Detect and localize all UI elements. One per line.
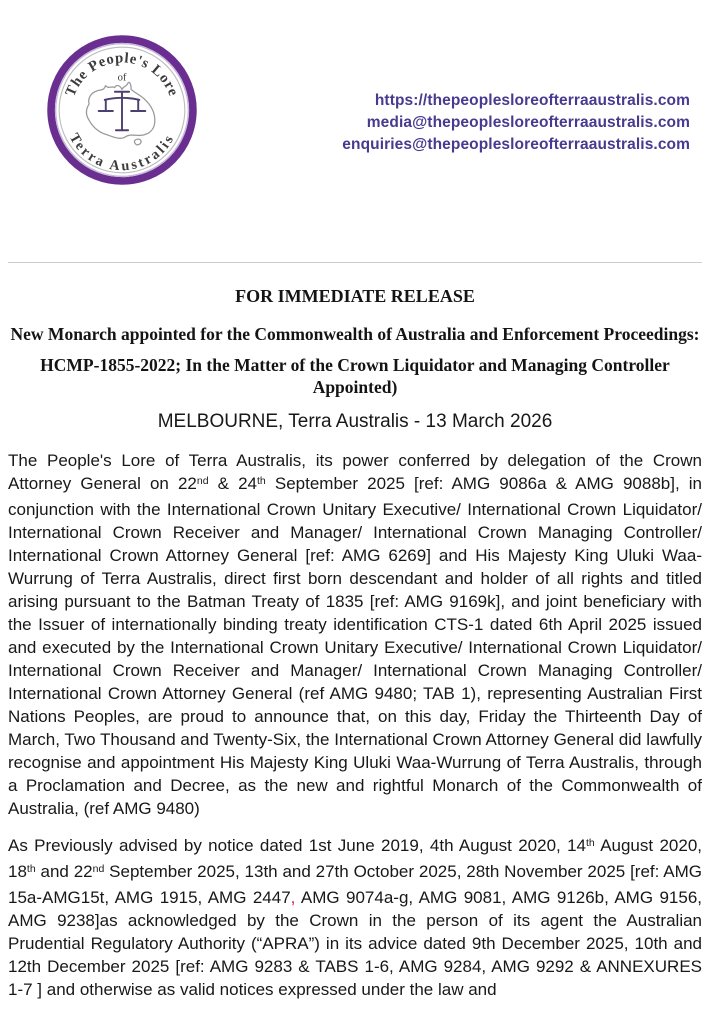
document-header xyxy=(0,0,710,263)
text-segment: AMG 9074a-g, AMG 9081, AMG 9126b, AMG 9156, AMG 9238]as acknowledged by the Crown in the person of its agent the Australian Prudential Regulatory Authority (“APRA”) in its advice dated 9th December 2025, 10th and 12th December 2025 [ref: AMG 9283 & TABS 1-6, AMG 9284, AMG 9292 & ANNEXURES 1-7 ] and otherwise as valid notices expressed under the law and xyxy=(8,888,702,999)
text-segment-sup: th xyxy=(257,474,266,487)
body-paragraph-1 xyxy=(0,449,710,820)
media-email-link[interactable]: media@thepeoplesloreofterraaustralis.com xyxy=(366,114,690,131)
release-kicker: FOR IMMEDIATE RELEASE xyxy=(235,286,475,306)
release-headline: New Monarch appointed for the Commonwealth of Australia and Enforcement Proceedings: xyxy=(10,324,700,344)
release-subheadline: HCMP-1855-2022; In the Matter of the Crown Liquidator and Managing Controller Appointed) xyxy=(40,355,670,397)
org-seal-logo xyxy=(46,34,198,186)
text-segment: & 24 xyxy=(208,474,258,493)
text-segment: As Previously advised by notice dated 1st June 2019, 4th August 2020, 14 xyxy=(8,836,587,855)
seal-arc-top-text: The People's Lore xyxy=(62,50,182,99)
release-dateline: MELBOURNE, Terra Australis - 13 March 2026 xyxy=(157,411,553,432)
text-segment: The People's Lore of Terra Australis, its power conferred by delegation of the Crown Attorney General on 22 xyxy=(8,451,702,493)
text-segment-red: , xyxy=(290,888,296,907)
body-paragraph-2 xyxy=(0,834,710,1001)
text-segment-sup: nd xyxy=(92,862,105,875)
text-segment-sup: th xyxy=(586,836,595,849)
seal-arc-bottom-text: Terra Australis xyxy=(65,130,179,175)
enquiries-email-link[interactable]: enquiries@thepeoplesloreofterraaustralis.com xyxy=(342,136,690,153)
text-segment-sup: th xyxy=(26,862,36,875)
seal-svg xyxy=(46,34,198,186)
text-segment: August 2020, 18 xyxy=(8,836,703,881)
text-segment: September 2025, 13th and 27th October 2025, 28th November 2025 [ref: AMG 15a-AMG15t, AMG 1915, AMG 2447 xyxy=(8,862,702,907)
text-segment: and 22 xyxy=(35,862,93,881)
header-divider xyxy=(8,262,702,263)
seal-of-text: of xyxy=(117,72,127,84)
scales-of-justice-icon xyxy=(99,92,146,131)
text-segment-sup: nd xyxy=(196,474,209,487)
contact-block xyxy=(342,90,690,156)
website-link[interactable]: https://thepeoplesloreofterraaustralis.com xyxy=(374,92,690,109)
text-segment: September 2025 [ref: AMG 9086a & AMG 9088b], in conjunction with the International Crown Unitary Executive/ International Crown Liquidator/ International Crown Receiver and Manager/ International Crown Managing Controller/ International Crown Attorney General [ref: AMG 6269] and His Majesty King Uluki Waa-Wurrung of Terra Australis, direct first born descendant and holder of all rights and titled arising pursuant to the Batman Treaty of 1835 [ref: AMG 9169k], and joint beneficiary with the Issuer of internationally binding treaty identification CTS-1 dated 6th April 2025 issued and executed by the International Crown Unitary Executive/ International Crown Liquidator/ International Crown Receiver and Manager/ International Crown Managing Controller/ International Crown Attorney General (ref AMG 9480; TAB 1), representing Australian First Nations Peoples, are proud to announce that, on this day, Friday the Thirteenth Day of March, Two Thousand and Twenty-Six, the International Crown Attorney General did lawfully recognise and appointment His Majesty King Uluki Waa-Wurrung of Terra Australis, through a Proclamation and Decree, as the new and rightful Monarch of the Commonwealth of Australia, (ref AMG 9480) xyxy=(8,474,702,818)
